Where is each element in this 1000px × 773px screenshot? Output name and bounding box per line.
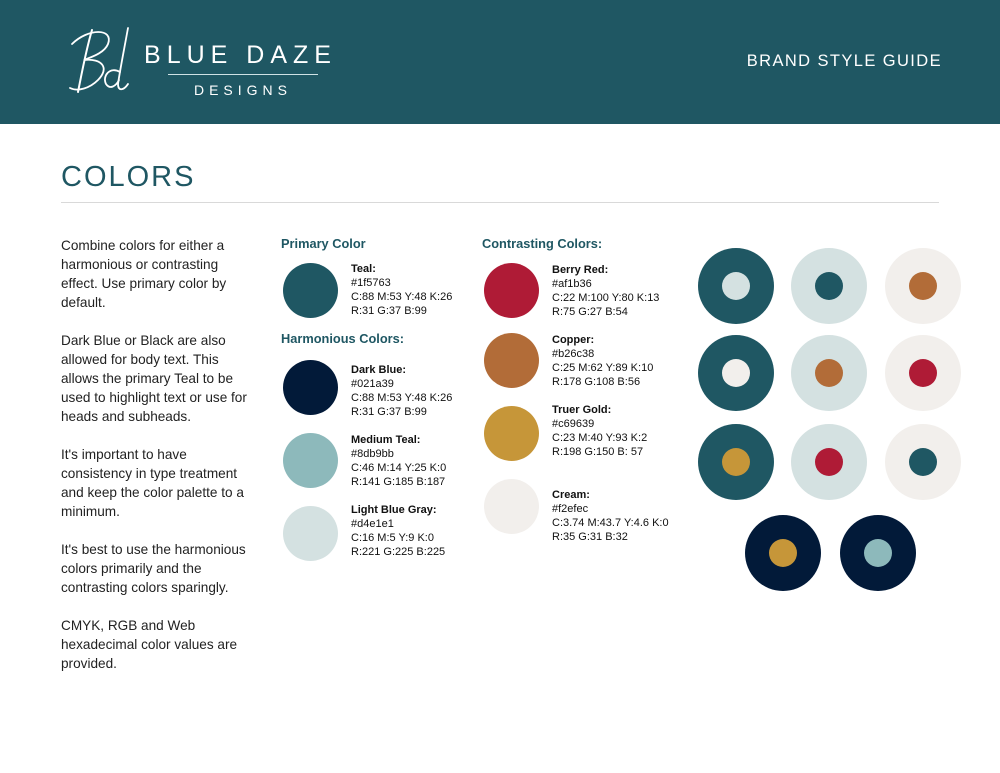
color-rgb: R:198 G:150 B: 57 xyxy=(552,446,644,458)
color-hex: #8db9bb xyxy=(351,448,394,460)
combo-dot xyxy=(815,448,843,476)
paragraph: Dark Blue or Black are also allowed for body text. This allows the primary Teal to be used to highlight text or use for heads and subheads. xyxy=(61,333,247,424)
logo-monogram xyxy=(58,22,138,102)
color-info-berry-red xyxy=(552,263,659,319)
color-info-dark-blue xyxy=(351,363,452,419)
primary-color-heading: Primary Color xyxy=(281,236,366,251)
page-title: COLORS xyxy=(61,161,196,193)
swatch-berry-red xyxy=(484,263,539,318)
color-hex: #d4e1e1 xyxy=(351,518,394,530)
combo-ring xyxy=(745,515,821,591)
color-name: Teal: xyxy=(351,263,376,275)
combo-dot xyxy=(722,272,750,300)
combo-dot xyxy=(769,539,797,567)
title-divider xyxy=(61,202,939,203)
logo-divider xyxy=(168,74,318,75)
paragraph: It's important to have consistency in type treatment and keep the color palette to a minimum. xyxy=(61,447,244,519)
color-hex: #b26c38 xyxy=(552,348,595,360)
body-text xyxy=(61,236,253,692)
color-info-medium-teal xyxy=(351,433,446,489)
color-name: Light Blue Gray: xyxy=(351,504,437,516)
color-rgb: R:141 G:185 B:187 xyxy=(351,476,446,488)
combo-dot xyxy=(909,359,937,387)
color-rgb: R:35 G:31 B:32 xyxy=(552,531,628,543)
color-rgb: R:31 G:37 B:99 xyxy=(351,406,427,418)
color-cmyk: C:23 M:40 Y:93 K:2 xyxy=(552,432,648,444)
color-hex: #af1b36 xyxy=(552,278,592,290)
color-rgb: R:75 G:27 B:54 xyxy=(552,306,628,318)
color-rgb: R:221 G:225 B:225 xyxy=(351,546,446,558)
combo-dot xyxy=(815,359,843,387)
color-cmyk: C:25 M:62 Y:89 K:10 xyxy=(552,362,654,374)
swatch-light-blue-gray xyxy=(283,506,338,561)
harmonious-colors-heading: Harmonious Colors: xyxy=(281,331,405,346)
color-name: Dark Blue: xyxy=(351,364,407,376)
swatch-copper xyxy=(484,333,539,388)
combo-ring xyxy=(791,424,867,500)
logo-subtitle: DESIGNS xyxy=(193,82,292,98)
guide-title: BRAND STYLE GUIDE xyxy=(746,52,942,70)
combo-dot xyxy=(864,539,892,567)
color-info-light-blue-gray xyxy=(351,503,445,559)
combo-dot xyxy=(722,448,750,476)
paragraph: CMYK, RGB and Web hexadecimal color values are provided. xyxy=(61,618,238,671)
color-hex: #c69639 xyxy=(552,418,595,430)
combo-ring xyxy=(791,248,867,324)
combo-ring xyxy=(885,424,961,500)
color-rgb: R:31 G:37 B:99 xyxy=(351,305,427,317)
color-info-cream xyxy=(552,488,669,544)
combo-ring xyxy=(885,335,961,411)
combo-ring xyxy=(791,335,867,411)
combo-ring xyxy=(698,248,774,324)
color-name: Berry Red: xyxy=(552,264,609,276)
color-info-truer-gold xyxy=(552,403,647,459)
swatch-cream xyxy=(484,479,539,534)
color-cmyk: C:16 M:5 Y:9 K:0 xyxy=(351,532,434,544)
combo-ring xyxy=(698,335,774,411)
swatch-teal xyxy=(283,263,338,318)
color-rgb: R:178 G:108 B:56 xyxy=(552,376,641,388)
color-name: Medium Teal: xyxy=(351,434,421,446)
header-banner xyxy=(0,0,1000,124)
color-cmyk: C:88 M:53 Y:48 K:26 xyxy=(351,392,453,404)
combo-ring xyxy=(885,248,961,324)
color-cmyk: C:3.74 M:43.7 Y:4.6 K:0 xyxy=(552,517,669,529)
combo-dot xyxy=(722,359,750,387)
color-cmyk: C:88 M:53 Y:48 K:26 xyxy=(351,291,453,303)
combo-dot xyxy=(909,448,937,476)
logo-name: BLUE DAZE xyxy=(144,41,337,69)
color-cmyk: C:22 M:100 Y:80 K:13 xyxy=(552,292,660,304)
combo-dot xyxy=(909,272,937,300)
color-info-copper xyxy=(552,333,653,389)
swatch-dark-blue xyxy=(283,360,338,415)
color-cmyk: C:46 M:14 Y:25 K:0 xyxy=(351,462,447,474)
swatch-medium-teal xyxy=(283,433,338,488)
combo-dot xyxy=(815,272,843,300)
swatch-truer-gold xyxy=(484,406,539,461)
paragraph: It's best to use the harmonious colors primarily and the contrasting colors sparingly. xyxy=(61,542,246,595)
color-name: Cream: xyxy=(552,489,590,501)
color-info-teal xyxy=(351,262,452,318)
color-hex: #021a39 xyxy=(351,378,394,390)
paragraph: Combine colors for either a harmonious or contrasting effect. Use primary color by default. xyxy=(61,238,227,310)
combo-ring xyxy=(840,515,916,591)
contrasting-colors-heading: Contrasting Colors: xyxy=(482,236,603,251)
color-hex: #f2efec xyxy=(552,503,589,515)
color-name: Truer Gold: xyxy=(552,404,612,416)
combo-ring xyxy=(698,424,774,500)
color-name: Copper: xyxy=(552,334,595,346)
color-hex: #1f5763 xyxy=(351,277,391,289)
